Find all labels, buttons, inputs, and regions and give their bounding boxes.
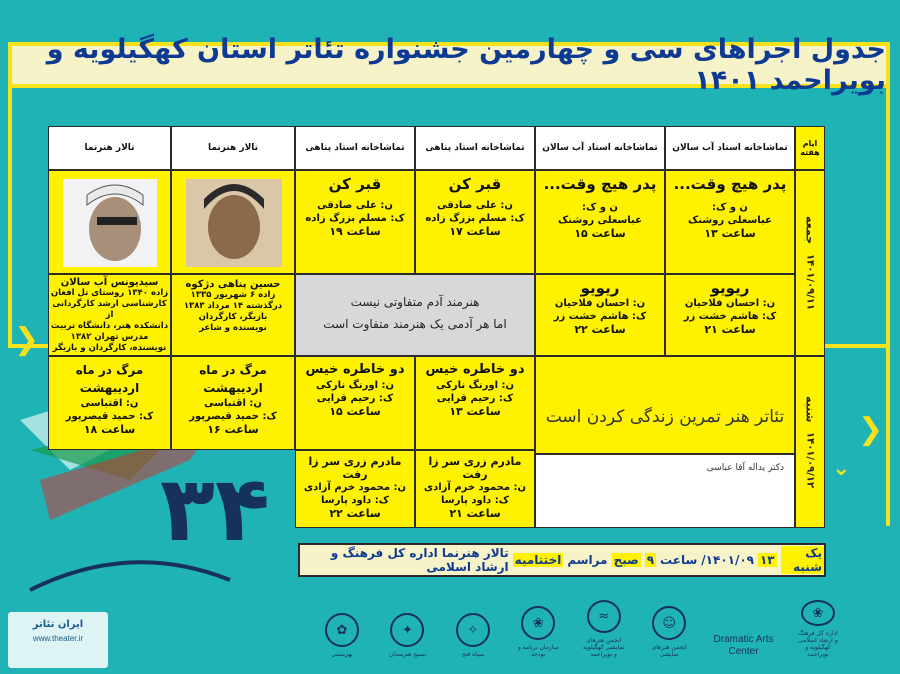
bio-cell <box>171 274 295 356</box>
column-header: تماشاخانه استاد آب سالان <box>665 126 795 170</box>
show-credit: ن: احسان فلاحیان <box>554 298 646 309</box>
show-time: ساعت ۱۵ <box>574 227 626 240</box>
quote-text: تئاتر هنر تمرین زندگی کردن است <box>545 407 785 427</box>
show-time: ساعت ۱۳ <box>704 227 756 240</box>
sponsor-logo: ❀ اداره کل فرهنگ و ارشاد اسلامی کهگیلویه و بویراحمد <box>796 600 840 658</box>
show-credit: ن: محمود خرم آزادی <box>423 482 527 493</box>
day-label-friday <box>795 170 825 356</box>
show-credit: ک: هاشم خشت زر <box>683 311 777 322</box>
motto-line: اما هر آدمی یک هنرمند متفاوت است <box>323 317 507 331</box>
sponsor-logo: ❀ سازمان برنامه و بودجه <box>516 600 560 658</box>
sponsor-logo: ✿ بهزیستی <box>320 600 364 658</box>
bio-line: زاده ۱۳۴۰ روستای تل افغان <box>50 288 169 298</box>
closing-ceremony-banner <box>298 543 826 577</box>
show-cell <box>415 170 535 274</box>
bio-line: مدرس تهران ۱۳۸۲ <box>70 332 149 342</box>
show-credit: ن: اقتباسی <box>204 398 262 409</box>
show-credit: ک: مسلم بزرگ زاده <box>425 213 525 224</box>
bio-name: سیدیونس آب سالان <box>60 277 159 288</box>
show-title: دو خاطره خیس <box>305 362 405 377</box>
bio-cell <box>48 274 171 356</box>
sponsor-logos <box>320 598 840 658</box>
closing-date-day: ۱۳ <box>759 553 775 567</box>
sponsor-logo: ☺ انجمن هنرهای نمایشی <box>647 600 691 658</box>
show-credit: ن: علی صادقی <box>317 200 393 211</box>
show-credit: ک: داود پارسا <box>441 495 509 506</box>
bio-line: درگذشته ۱۴ مرداد ۱۳۸۳ <box>183 301 283 311</box>
closing-text: مراسم <box>567 553 608 567</box>
show-credit: ک: رحیم قرایی <box>436 393 514 404</box>
motto-cell <box>295 274 535 356</box>
bio-line: کارشناسی ارشد کارگردانی از <box>52 299 167 320</box>
brand-watermark <box>8 612 108 668</box>
closing-date: ۱۴۰۱/۰۹/ <box>701 553 754 567</box>
emblem-icon: ❀ <box>521 606 555 640</box>
theater-assoc-icon: ≈ <box>587 600 621 633</box>
show-credit: ک: حمید قیصرپور <box>189 411 277 422</box>
chevron-right-icon: ❯ <box>14 322 40 357</box>
show-cell <box>665 170 795 274</box>
show-title: مادرم زری سر زا رفت <box>428 455 522 481</box>
closing-day: یک شنبه <box>781 546 824 574</box>
show-cell <box>665 274 795 356</box>
show-credit: ک: داود پارسا <box>321 495 389 506</box>
show-time: ساعت ۲۲ <box>574 323 626 336</box>
welfare-icon: ✿ <box>325 613 359 647</box>
day-date: ۱۴۰۱/۰۹/۱۲ <box>804 432 816 489</box>
show-cell <box>535 274 665 356</box>
column-header: تماشاخانه استاد پناهی <box>415 126 535 170</box>
photo-cell <box>171 170 295 274</box>
sponsor-logo: Dramatic Arts Center <box>713 634 774 657</box>
bio-line: نویسنده و شاعر <box>199 323 267 333</box>
show-credit: ن: علی صادقی <box>437 200 513 211</box>
show-time: ساعت ۱۶ <box>207 423 259 436</box>
show-time: ساعت ۱۸ <box>83 423 136 436</box>
closing-hour: ۹ <box>646 553 655 567</box>
show-time: ساعت ۲۱ <box>704 323 756 336</box>
day-date: ۱۴۰۱/۰۹/۱۱ <box>804 254 816 311</box>
brand-url: www.theater.ir <box>32 634 84 643</box>
show-cell <box>535 170 665 274</box>
show-credit: عباسعلی روشنک <box>558 215 642 226</box>
closing-text: اختتامیه <box>514 553 562 567</box>
sepah-icon: ✧ <box>456 613 490 647</box>
show-credit: ن: اورنگ نارکی <box>435 380 515 391</box>
show-time: ساعت ۱۵ <box>329 405 381 418</box>
quote-author: دکتر یداله آقا عباسی <box>706 463 784 473</box>
column-header: تالار هنرنما <box>48 126 171 170</box>
show-title: پدر هیچ وقت... <box>543 175 657 193</box>
show-title: قبر کن <box>448 175 502 193</box>
schedule-table <box>48 126 825 528</box>
show-credit: عباسعلی روشنک <box>688 215 772 226</box>
closing-text: ساعت <box>660 553 698 567</box>
show-time: ساعت ۲۱ <box>449 507 501 520</box>
show-cell <box>415 356 535 450</box>
show-time: ساعت ۱۷ <box>449 225 501 238</box>
chevron-right-icon: ❯ <box>858 412 884 447</box>
show-time: ساعت ۱۹ <box>329 225 381 238</box>
column-header: تماشاخانه استاد پناهی <box>295 126 415 170</box>
column-header: تالار هنرنما <box>171 126 295 170</box>
show-credit: ن: محمود خرم آزادی <box>303 482 407 493</box>
show-credit: ک: حمید قیصرپور <box>65 411 154 422</box>
show-credit: ن و ک: <box>582 202 618 213</box>
page-title: جدول اجراهای سی و چهارمین جشنواره تئاتر استان کهگیلویه و بویراحمد ۱۴۰۱ <box>46 34 886 96</box>
show-cell <box>48 356 171 450</box>
show-credit: ن: اورنگ نارکی <box>315 380 395 391</box>
sponsor-logo: ✦ بسیج هنرمندان <box>385 600 429 658</box>
show-credit: ن: احسان فلاحیان <box>684 298 776 309</box>
corner-header: ایام هفته <box>795 126 825 170</box>
quote-cell <box>535 356 795 454</box>
day-label-saturday <box>795 356 825 528</box>
sponsor-logo: ≈ انجمن هنرهای نمایشی کهگیلویه و بویراحمد <box>582 600 626 658</box>
theater-assoc-icon: ☺ <box>652 606 686 640</box>
photo-cell <box>48 170 171 274</box>
show-title: ریویو <box>710 279 750 297</box>
emblem-icon: ❀ <box>801 600 835 626</box>
show-cell <box>295 356 415 450</box>
column-header: تماشاخانه استاد آب سالان <box>535 126 665 170</box>
show-credit: ک: هاشم خشت زر <box>553 311 647 322</box>
show-title: پدر هیچ وقت... <box>673 175 787 193</box>
quote-author-cell <box>535 454 795 528</box>
show-credit: ن: اقتباسی <box>80 398 139 409</box>
show-title: مادرم زری سر زا رفت <box>308 455 402 481</box>
day-name: جمعه <box>803 215 817 245</box>
closing-text: صبح <box>613 553 639 567</box>
closing-venue: تالار هنرنما اداره کل فرهنگ و ارشاد اسلامی <box>330 546 509 574</box>
show-credit: ک: مسلم بزرگ زاده <box>305 213 405 224</box>
show-cell <box>171 356 295 450</box>
motto-line: هنرمند آدم متفاوتی نیست <box>350 295 480 309</box>
show-title: مرگ در ماه اردیبهشت <box>199 363 267 395</box>
basij-icon: ✦ <box>390 613 424 647</box>
show-credit: ن و ک: <box>712 202 748 213</box>
portrait-image <box>186 179 282 267</box>
show-time: ساعت ۲۲ <box>329 507 381 520</box>
show-time: ساعت ۱۳ <box>449 405 501 418</box>
day-name: شنبه <box>803 395 817 423</box>
show-title: دو خاطره خیس <box>425 362 525 377</box>
bio-name: حسین پناهی دژکوه <box>185 279 281 290</box>
show-credit: ک: رحیم قرایی <box>316 393 394 404</box>
show-cell <box>295 170 415 274</box>
show-cell <box>415 450 535 528</box>
bio-line: بازیگر، کارگردان <box>198 312 268 322</box>
show-title: ریویو <box>580 279 620 297</box>
sponsor-logo: ✧ سپاه فتح <box>451 600 495 658</box>
bio-line: زاده ۶ شهریور ۱۳۳۵ <box>190 290 276 300</box>
show-title: قبر کن <box>328 175 382 193</box>
page-title-bar <box>8 34 890 96</box>
bio-line: نویسنده، کارگردان و بازیگر <box>52 343 167 353</box>
portrait-image <box>63 179 157 267</box>
show-cell <box>295 450 415 528</box>
chevron-down-icon: ⌄ <box>832 456 851 481</box>
svg-text:۳۴: ۳۴ <box>160 457 270 562</box>
bio-line: دانشکده هنر، دانشگاه تربیت <box>50 321 169 331</box>
show-title: مرگ در ماه اردیبهشت <box>75 363 144 395</box>
brand-name: ایران تئاتر <box>32 619 84 630</box>
